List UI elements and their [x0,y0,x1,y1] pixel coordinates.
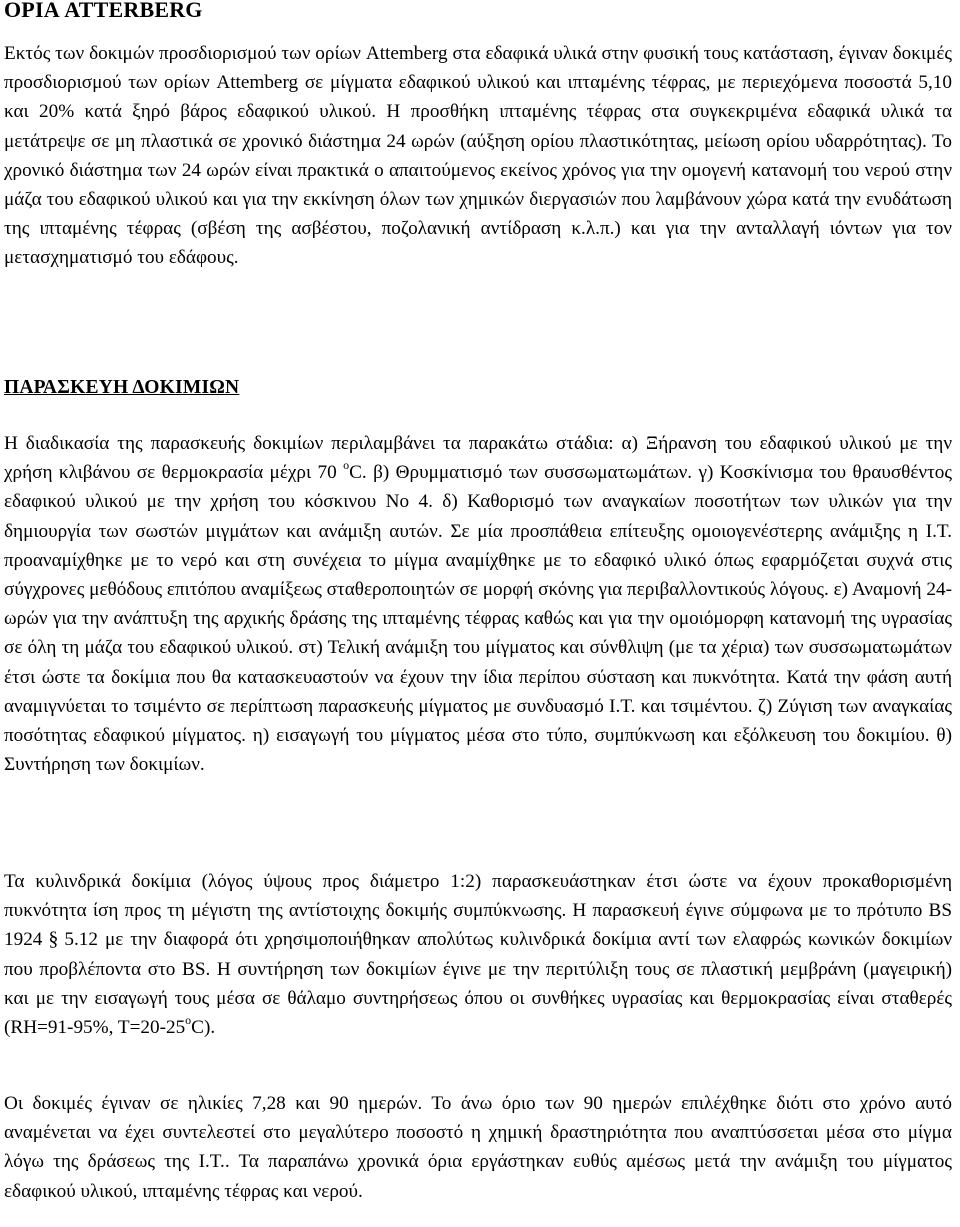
document-title: ΟΡΙΑ ATTERBERG [4,0,203,22]
paragraph3-text-a: Τα κυλινδρικά δοκίμια (λόγος ύψους προς διάμετρο 1:2) παρασκευάστηκαν έτσι ώστε να έχουν προκαθορισμένη πυκνότητα ίση προς τη μέγιστη της αντίστοιχης δοκιμής συμπύκνωσης. Η παρασκευή έγινε σύμφωνα με το πρότυπο BS 1924 [4,871,952,951]
paragraph-cylindrical-specimens [4,867,952,1042]
section-sign: § [48,928,59,951]
paragraph-test-ages: Οι δοκιμές έγιναν σε ηλικίες 7,28 και 90 ημερών. Το άνω όριο των 90 ημερών επιλέχθηκε διότι στο χρόνο αυτό αναμένεται να έχει συντελεστεί στο μεγαλύτερο ποσοστό η χημική δραστηριότητα που αναπτύσσεται μέσα στο μίγμα λόγω της δράσεως της Ι.Τ.. Τα παραπάνω χρονικά όρια εργάστηκαν ευθύς αμέσως μετά την ανάμιξη του μίγματος εδαφικού υλικού, ιπταμένης τέφρας και νερού. [4,1093,952,1202]
paragraph2-text-a: Η διαδικασία της παρασκευής δοκιμίων περιλαμβάνει τα παρακάτω στάδια: α) Ξήρανση του εδαφικού υλικού με την χρήση κλιβάνου σε θερμοκρασία μέχρι 70 [4,433,952,484]
paragraph2-text-b: C. β) Θρυμματισμό των συσσωματωμάτων. γ) Κοσκίνισμα του θραυσθέντος εδαφικού υλικού με την χρήση του κόσκινου Νο 4. δ) Καθορισμό των αναγκαίων ποσοτήτων των υλικών για την δημιουργία των σωστών μιγμάτων και ανάμιξη αυτών. Σε μία προσπάθεια επίτευξης ομοιογενέστερης ανάμιξης η Ι.Τ. προαναμίχθηκε με το νερό και στη συνέχεια το μίγμα αναμίχθηκε με το εδαφικό υλικό όπως εφαρμόζεται συχνά στις σύγχρονες μεθόδους επιτόπου αναμίξεως σταθεροποιητών σε μορφή σκόνης για περιβαλλοντικούς λόγους. ε) Αναμονή 24-ωρών για την ανάπτυξη της αρχικής δράσης της ιπταμένης τέφρας καθώς και για την ομοιόμορφη κατανομή της υγρασίας σε όλη τη μάζα του εδαφικού υλικού. στ) Τελική ανάμιξη του μίγματος και σύνθλιψη (με τα χέρια) των συσσωματωμάτων έτσι ώστε τα δοκίμια που θα κατασκευαστούν να έχουν την ίδια περίπου σύσταση και πυκνότητα. Κατά την φάση αυτή αναμιγνύεται το τσιμέντο σε περίπτωση παρασκευής μίγματος με συνδυασμό Ι.Τ. και τσιμέντου. ζ) Ζύγιση των αναγκαίας ποσότητας εδαφικού μίγματος. η) εισαγωγή του μίγματος μέσα στο τύπο, συμπύκνωση και εξόλκευση του δοκιμίου. θ) Συντήρηση των δοκιμίων. [4,462,952,776]
paragraph3-text-c: C). [191,1017,216,1039]
paragraph-preparation-stages [4,429,952,779]
degree-superscript: ο [343,457,350,472]
section-heading-specimen-preparation: ΠΑΡΑΣΚΕΥΗ ΔΟΚΙΜΙΩΝ [4,377,240,398]
degree-superscript: ο [185,1012,192,1027]
paragraph-atterberg-limits: Εκτός των δοκιμών προσδιορισμού των ορίων Attemberg στα εδαφικά υλικά στην φυσική τους κατάσταση, έγιναν δοκιμές προσδιορισμού των ορίων Attemberg σε μίγματα εδαφικού υλικού και ιπταμένης τέφρας, με περιεχόμενα ποσοστά 5,10 και 20% κατά ξηρό βάρος εδαφικού υλικού. Η προσθήκη ιπταμένης τέφρας στα συγκεκριμένα εδαφικά υλικά τα μετάτρεψε σε μη πλαστικά σε χρονικό διάστημα 24 ωρών (αύξηση ορίου πλαστικότητας, μείωση ορίου υδαρρότητας). Το χρονικό διάστημα των 24 ωρών είναι πρακτικά ο απαιτούμενος εκείνος χρόνος για την ομογενή κατανομή του νερού στην μάζα του εδαφικού υλικού και για την εκκίνηση όλων των χημικών διεργασιών που λαμβάνουν χώρα κατά την ενυδάτωση της ιπταμένης τέφρας (σβέση της ασβέστου, ποζολανική αντίδραση κ.λ.π.) και για την ανταλλαγή ιόντων για τον μετασχηματισμό του εδάφους. [4,43,952,269]
paragraph3-text-b: 5.12 με την διαφορά ότι χρησιμοποιήθηκαν απολύτως κυλινδρικά δοκίμια αντί των ελαφρώς κωνικών δοκιμίων που προβλέποντα στο BS. Η συντήρηση των δοκιμίων έγινε με την περιτύλιξη τους σε πλαστική μεμβράνη (μαγειρική) και με την εισαγωγή τους μέσα σε θάλαμο συντηρήσεως όπου οι συνθήκες υγρασίας και θερμοκρασίας είναι σταθερές (RH=91-95%, T=20-25 [4,929,952,1039]
